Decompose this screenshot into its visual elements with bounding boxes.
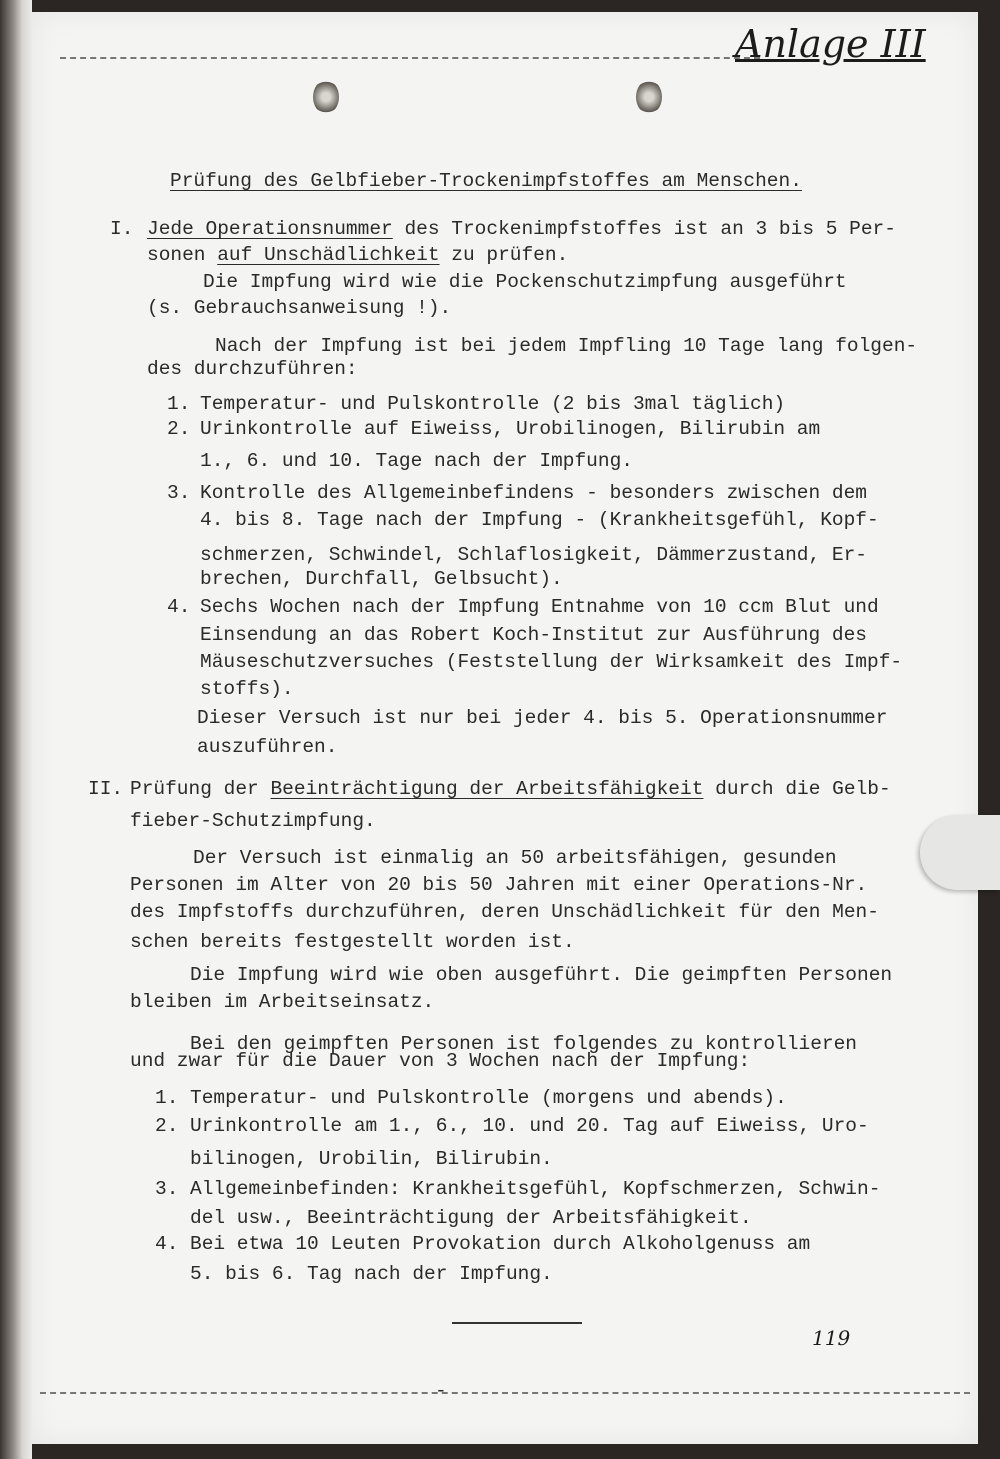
list-item-line: [200, 596, 879, 618]
text-line: [190, 964, 892, 986]
text: Die Impfung wird wie die Pockenschutzimpfung ausgeführt: [203, 271, 847, 293]
section-number: [110, 218, 133, 240]
text: (s. Gebrauchsanweisung !).: [147, 297, 452, 319]
text: 3.: [155, 1178, 179, 1200]
list-item-line: [200, 393, 785, 415]
list-item-line: [190, 1263, 553, 1285]
list-number: [167, 393, 190, 415]
text: Urinkontrolle am 1., 6., 10. und 20. Tag auf Eiweiss, Uro-: [190, 1115, 869, 1137]
text: Die Impfung wird wie oben ausgeführt. Die geimpften Personen: [190, 964, 893, 986]
list-item-line: [190, 1115, 869, 1137]
list-item-line: [190, 1207, 752, 1229]
list-item-line: [200, 624, 867, 646]
text: Temperatur- und Pulskontrolle (2 bis 3mal täglich): [200, 393, 786, 415]
text: auszuführen.: [197, 736, 338, 758]
text: 4.: [155, 1233, 179, 1255]
text: 1.: [155, 1087, 179, 1109]
list-item-line: [190, 1178, 880, 1200]
underlined-text: auf Unschädlichkeit: [217, 244, 440, 266]
text: 4. bis 8. Tage nach der Impfung - (Krankheitsgefühl, Kopf-: [200, 509, 879, 531]
text: 4.: [167, 596, 191, 618]
text: schen bereits festgestellt worden ist.: [130, 931, 575, 953]
text: II.: [88, 778, 124, 800]
text: Der Versuch ist einmalig an 50 arbeitsfähigen, gesunden: [193, 847, 837, 869]
text-line: [130, 901, 879, 923]
list-item-line: [190, 1148, 553, 1170]
text: zu prüfen.: [439, 244, 569, 266]
punch-hole: [636, 80, 662, 114]
text: Dieser Versuch ist nur bei jeder 4. bis 5. Operationsnummer: [197, 707, 888, 729]
text-line: [197, 707, 887, 729]
text-line: [147, 297, 451, 319]
text: bleiben im Arbeitseinsatz.: [130, 991, 435, 1013]
underlined-text: Beeinträchtigung der Arbeitsfähigkeit: [270, 778, 704, 800]
list-number: [167, 596, 190, 618]
text-line: [147, 358, 358, 380]
text: Prüfung der: [130, 778, 271, 800]
list-number: [167, 418, 190, 440]
punch-hole: [313, 80, 339, 114]
text: und zwar für die Dauer von 3 Wochen nach der Impfung:: [130, 1050, 751, 1072]
text: del usw., Beeinträchtigung der Arbeitsfähigkeit.: [190, 1207, 752, 1229]
list-item-line: [200, 418, 820, 440]
list-item-line: [200, 651, 902, 673]
text-line: [130, 778, 891, 800]
list-number: [167, 482, 190, 504]
list-number: [155, 1087, 178, 1109]
list-item-line: [200, 482, 867, 504]
text-line: [147, 244, 568, 266]
list-number: [155, 1115, 178, 1137]
text: schmerzen, Schwindel, Schlaflosigkeit, Dämmerzustand, Er-: [200, 544, 868, 566]
text: 5. bis 6. Tag nach der Impfung.: [190, 1263, 553, 1285]
list-item-line: [200, 450, 633, 472]
text-line: [130, 874, 867, 896]
footer-mark: -: [435, 1380, 447, 1402]
text: 2.: [167, 418, 191, 440]
text: Kontrolle des Allgemeinbefindens - besonders zwischen dem: [200, 482, 868, 504]
text-line: [130, 810, 376, 832]
bottom-dashed-line: [40, 1392, 970, 1394]
text: Mäuseschutzversuches (Feststellung der Wirksamkeit des Impf-: [200, 651, 903, 673]
text: Bei etwa 10 Leuten Provokation durch Alkoholgenuss am: [190, 1233, 811, 1255]
top-dashed-line: [60, 57, 760, 59]
text-line: [215, 335, 917, 357]
section-number: [88, 778, 123, 800]
text-line: [130, 931, 575, 953]
text: stoffs).: [200, 678, 294, 700]
list-item-line: [190, 1233, 810, 1255]
text: des Trockenimpfstoffes ist an 3 bis 5 Per-: [392, 218, 896, 240]
list-item-line: [200, 509, 879, 531]
text: 1.: [167, 393, 191, 415]
binding-edge: [0, 0, 32, 1459]
list-item-line: [200, 544, 867, 566]
text: I.: [110, 218, 134, 240]
text: Allgemeinbefinden: Krankheitsgefühl, Kopfschmerzen, Schwin-: [190, 1178, 881, 1200]
annotation-label: Anlage III: [735, 22, 926, 66]
text-line: [147, 218, 896, 240]
paper-clip: [920, 815, 1000, 890]
list-number: [155, 1178, 178, 1200]
text: Sechs Wochen nach der Impfung Entnahme von 10 ccm Blut und: [200, 596, 879, 618]
list-number: [155, 1233, 178, 1255]
text-line: [203, 271, 847, 293]
text-line: [130, 991, 434, 1013]
text: Urinkontrolle auf Eiweiss, Urobilinogen, Bilirubin am: [200, 418, 821, 440]
text: Temperatur- und Pulskontrolle (morgens und abends).: [190, 1087, 787, 1109]
text: Bei den geimpften Personen ist folgendes zu kontrollieren: [190, 1033, 858, 1055]
text-line: [197, 736, 337, 758]
text: 1., 6. und 10. Tage nach der Impfung.: [200, 450, 633, 472]
text: Einsendung an das Robert Koch-Institut zur Ausführung des: [200, 624, 868, 646]
text: des durchzuführen:: [147, 358, 358, 380]
text-line: [193, 847, 837, 869]
text: sonen: [147, 244, 218, 266]
text: Nach der Impfung ist bei jedem Impfling 10 Tage lang folgen-: [215, 335, 918, 357]
text-line: [130, 1050, 750, 1072]
end-rule: [452, 1322, 582, 1324]
text: des Impfstoffs durchzuführen, deren Unschädlichkeit für den Men-: [130, 901, 879, 923]
underlined-text: Jede Operationsnummer: [147, 218, 393, 240]
list-item-line: [200, 568, 563, 590]
document-title: Prüfung des Gelbfieber-Trockenimpfstoffes am Menschen.: [170, 170, 802, 192]
text: fieber-Schutzimpfung.: [130, 810, 376, 832]
text: durch die Gelb-: [703, 778, 891, 800]
text: brechen, Durchfall, Gelbsucht).: [200, 568, 563, 590]
list-item-line: [190, 1087, 787, 1109]
text: bilinogen, Urobilin, Bilirubin.: [190, 1148, 553, 1170]
text: Personen im Alter von 20 bis 50 Jahren mit einer Operations-Nr.: [130, 874, 868, 896]
text: 3.: [167, 482, 191, 504]
text: 2.: [155, 1115, 179, 1137]
page-number: 119: [812, 1326, 851, 1350]
list-item-line: [200, 678, 294, 700]
